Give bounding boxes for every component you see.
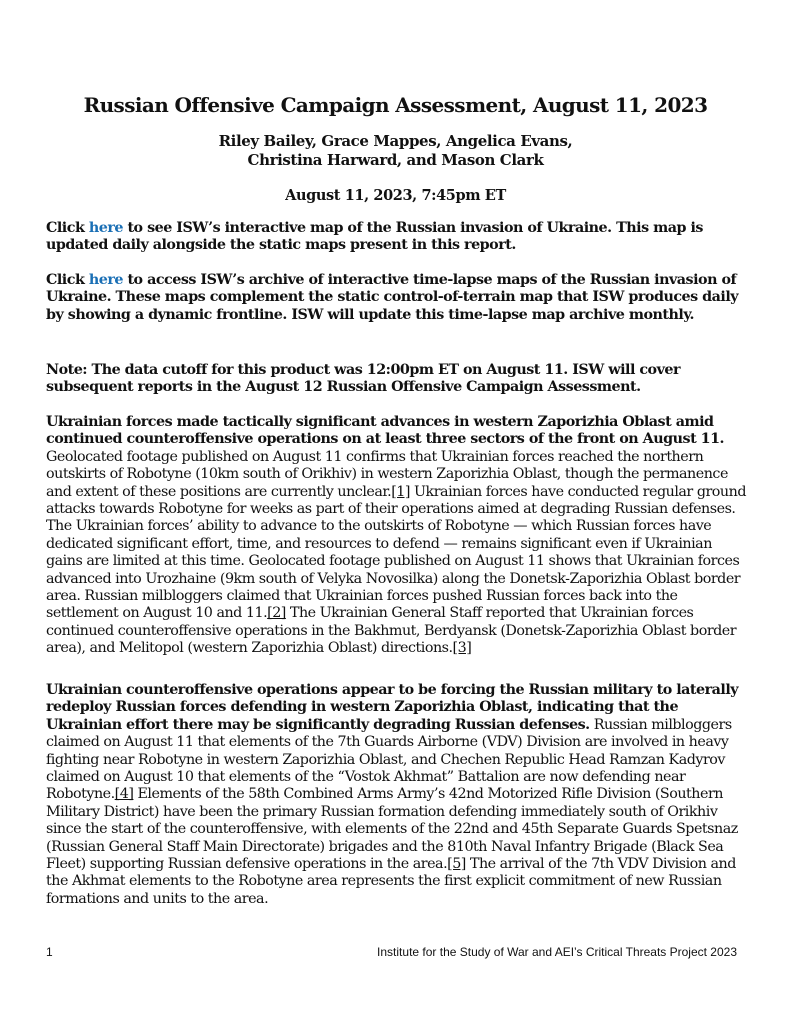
interactive-map-link[interactable]: here [88,220,123,236]
authors-line-2: Christina Harward, and Mason Clark [247,151,544,169]
section-2-paragraph [46,682,746,908]
publication-date: August 11, 2023, 7:45pm ET [285,187,506,204]
footnote-ref-5[interactable]: [5] [447,856,466,873]
section-1-text-1: Geolocated footage published on August 11 confirms that Ukrainian forces reached the northern outskirts of Robotyne (10km south of Orikhiv) in western Zaporizhia Oblast, though the permanence and extent of these positions are currently unclear. [46,448,728,500]
section-1-paragraph [46,414,746,658]
footnote-ref-2[interactable]: [2] [267,605,286,622]
page-title: Russian Offensive Campaign Assessment, August 11, 2023 [83,93,708,117]
section-2-text-2: Elements of the 58th Combined Arms Army’s 42nd Motorized Rifle Division (Southern Military District) have been the primary Russian formation defending immediately south of Orikhiv since the start of the counteroffensive, with elements of the 22nd and 45th Separate Guards Spetsnaz (Russian General Staff Main Directorate) brigades and the 810th Naval Infantry Brigade (Black Sea Fleet) supporting Russian defensive operations in the area. [46,786,738,873]
authors-line-1: Riley Bailey, Grace Mappes, Angelica Evans, [218,132,573,150]
footnote-ref-4[interactable]: [4] [114,786,134,803]
page-number: 1 [46,945,53,959]
footnote-ref-1[interactable]: [1] [391,483,410,500]
p1-post-text: to see ISW’s interactive map of the Russian invasion of Ukraine. This map is updated daily alongside the static maps present in this report. [46,220,703,254]
section-1-text-3: The Ukrainian General Staff reported that Ukrainian forces continued counteroffensive operations in the Bakhmut, Berdyansk (Donetsk-Zaporizhia Oblast border area), and Melitopol (western Zaporizhia Oblast) directions. [46,605,737,657]
authors [0,132,791,170]
section-2-text-1: Russian milbloggers claimed on August 11 that elements of the 7th Guards Airborne (VDV) Division are involved in heavy fighting near Robotyne in western Zaporizhia Oblast, and Chechen Republic Head Ramzan Kadyrov claimed on August 10 that elements of the “Vostok Akhmat” Battalion are now defending near Robotyne. [46,716,732,803]
p2-pre-text: Click [46,272,89,288]
footnote-ref-3[interactable]: [3] [452,640,472,657]
p2-post-text: to access ISW’s archive of interactive time-lapse maps of the Russian invasion of Ukraine. These maps complement the static control-of-terrain map that ISW produces daily by showing a dynamic frontline. ISW will update this time-lapse map archive monthly. [46,272,739,323]
timelapse-archive-paragraph [46,272,746,324]
footer-attribution: Institute for the Study of War and AEI’s Critical Threats Project 2023 [377,945,737,959]
timelapse-archive-link[interactable]: here [88,272,123,288]
section-2-lead: Ukrainian counteroffensive operations appear to be forcing the Russian military to laterally redeploy Russian forces defending in western Zaporizhia Oblast, indicating that the Ukrainian effort there may be significantly degrading Russian defenses. [46,682,739,733]
data-cutoff-note: Note: The data cutoff for this product was 12:00pm ET on August 11. ISW will cover subsequent reports in the August 12 Russian Offensive Campaign Assessment. [46,362,681,396]
p1-pre-text: Click [46,220,89,236]
interactive-map-paragraph [46,220,746,255]
section-1-lead: Ukrainian forces made tactically significant advances in western Zaporizhia Oblast amid continued counteroffensive operations on at least three sectors of the front on August 11. [46,414,725,448]
section-2-text-3: The arrival of the 7th VDV Division and the Akhmat elements to the Robotyne area represents the first explicit commitment of new Russian formations and units to the area. [46,856,736,907]
section-1-text-2: Ukrainian forces have conducted regular ground attacks towards Robotyne for weeks as part of their operations aimed at degrading Russian defenses. The Ukrainian forces’ ability to advance to the outskirts of Robotyne — which Russian forces have dedicated significant effort, time, and resources to defend — remains significant even if Ukrainian gains are limited at this time. Geolocated footage published on August 11 shows that Ukrainian forces advanced into Urozhaine (9km south of Velyka Novosilka) along the Donetsk-Zaporizhia Oblast border area. Russian milbloggers claimed that Ukrainian forces pushed Russian forces back into the settlement on August 10 and 11. [46,483,746,622]
